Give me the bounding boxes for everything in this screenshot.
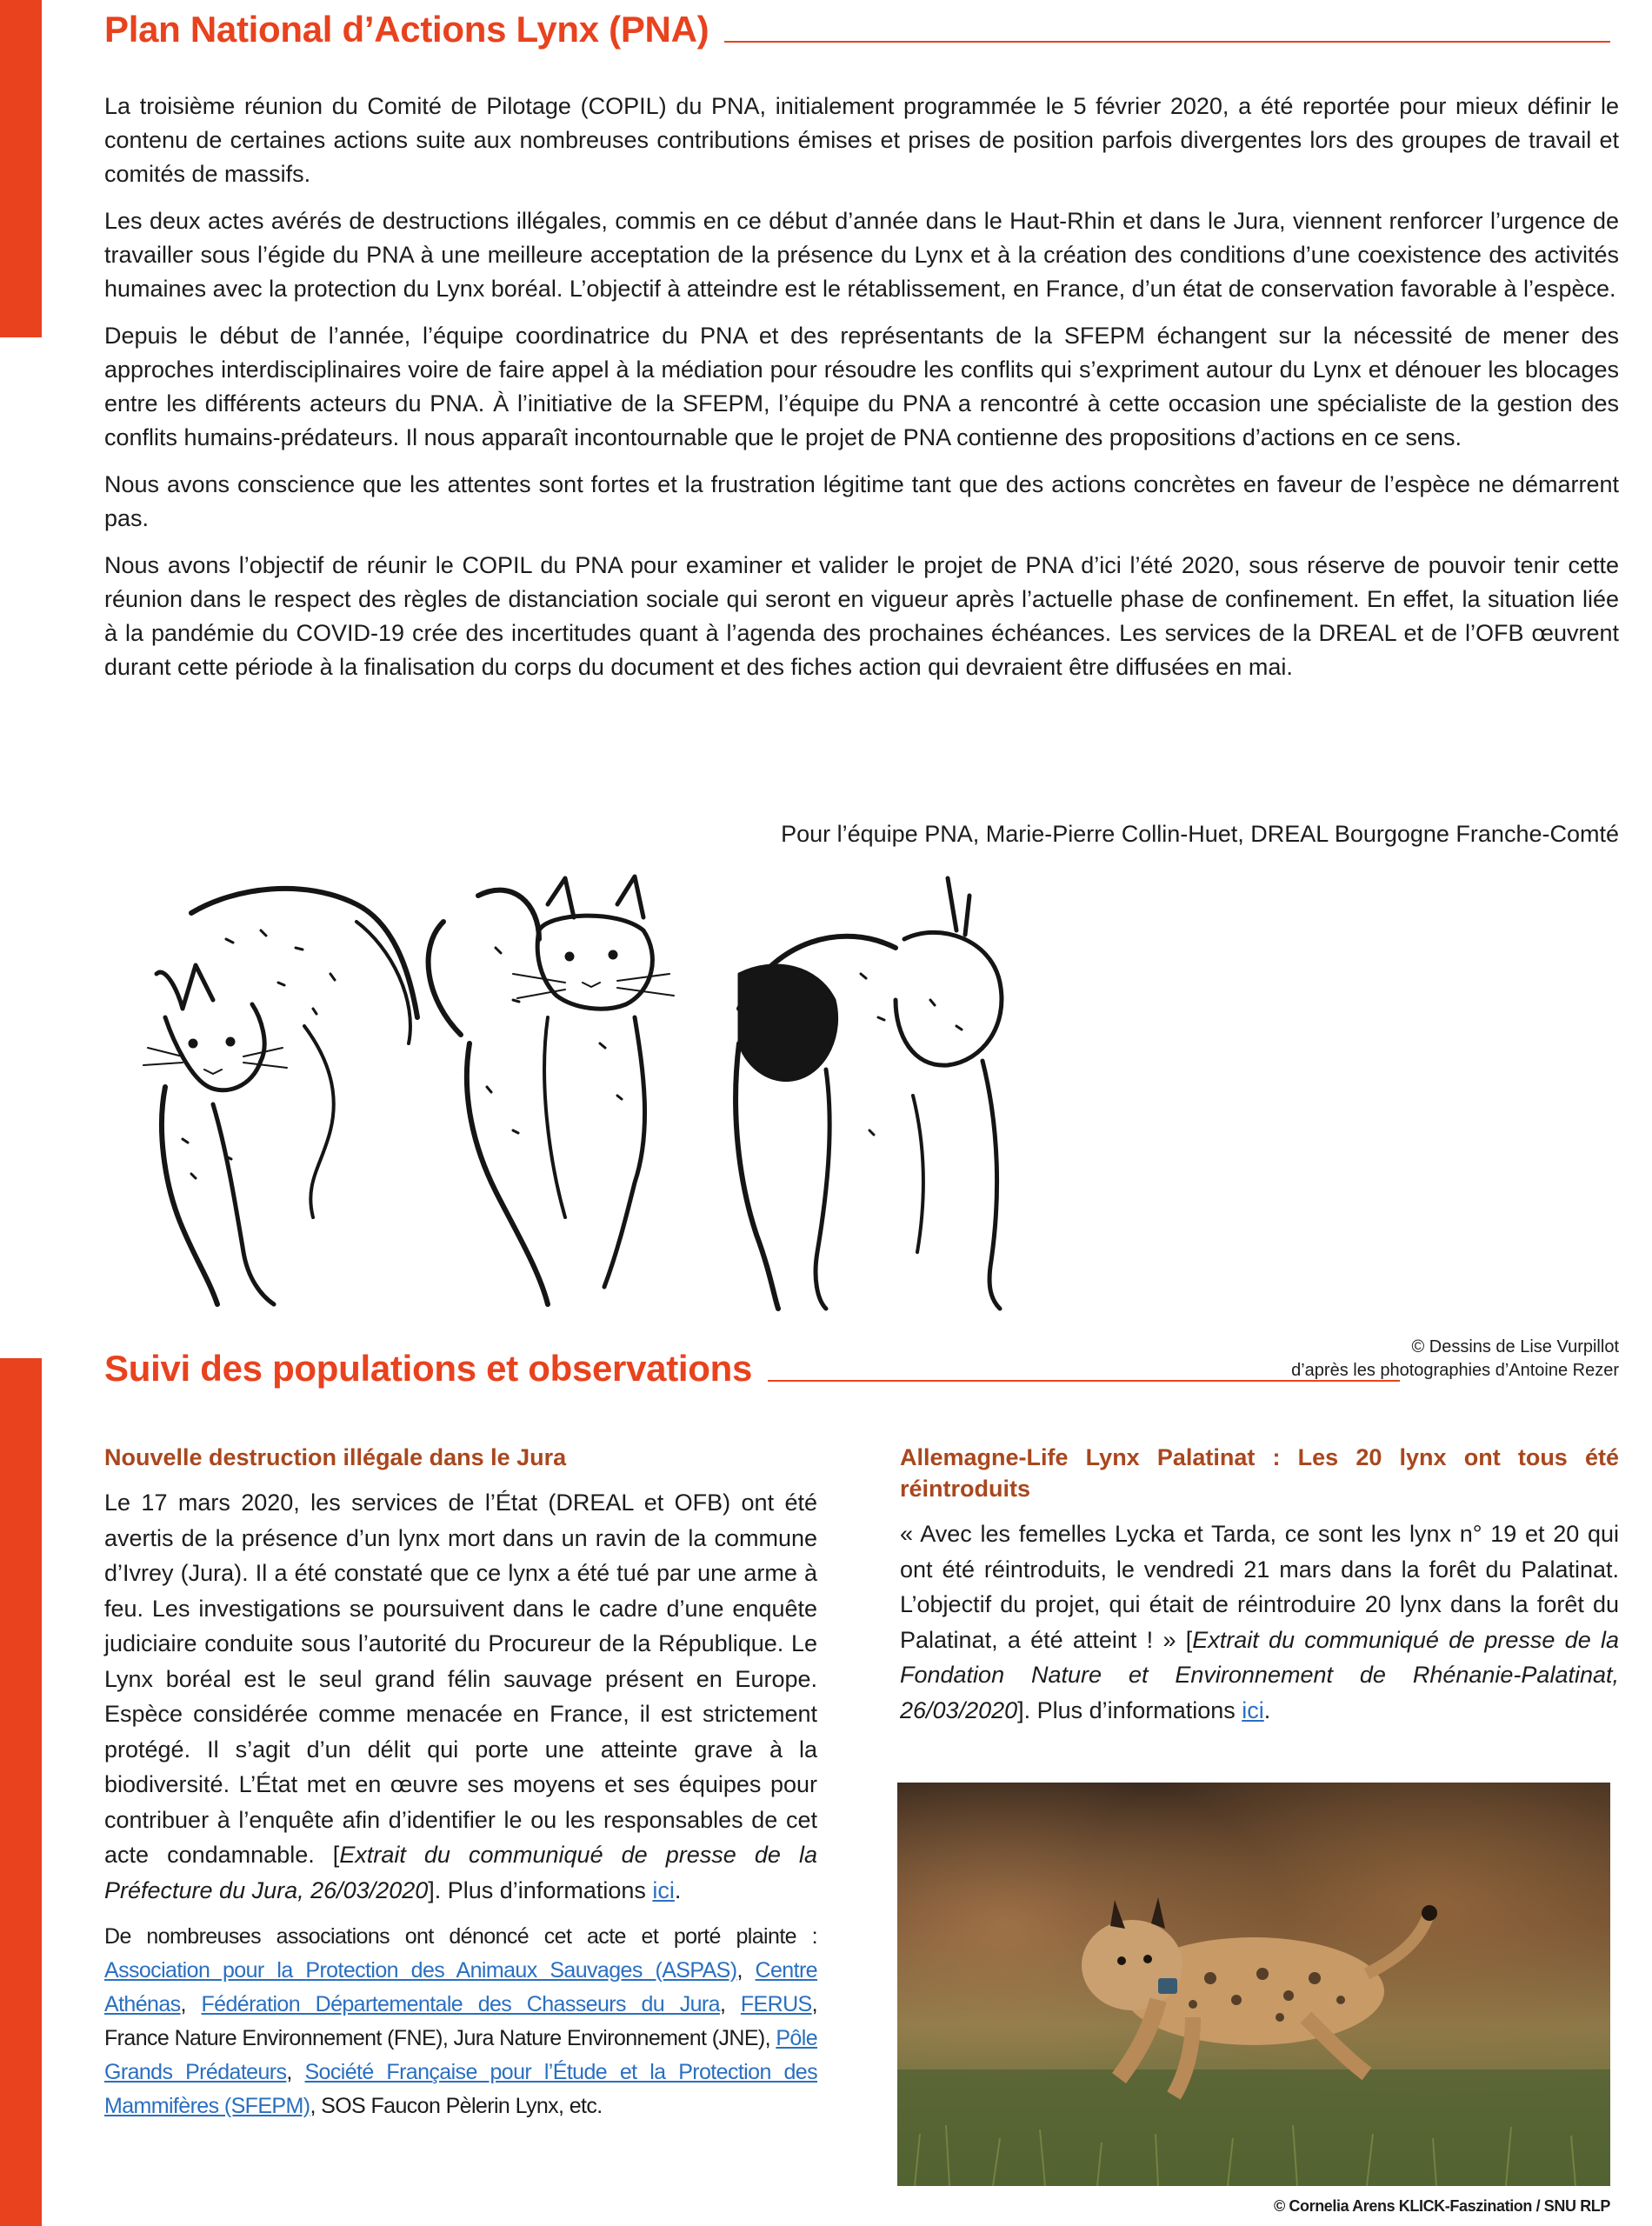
more-info-link[interactable]: ici [1242, 1696, 1264, 1723]
section-header-pna [104, 9, 1610, 50]
pna-article [104, 90, 1619, 697]
text-run: . [674, 1876, 682, 1903]
signature: Pour l’équipe PNA, Marie-Pierre Collin-Huet, DREAL Bourgogne Franche-Comté [781, 821, 1619, 847]
article-palatinat [900, 1442, 1619, 1728]
lynx-drawings [130, 870, 1609, 1330]
article-body [900, 1516, 1619, 1728]
lynx-photo [897, 1783, 1610, 2186]
article-heading: Nouvelle destruction illégale dans le Jura [104, 1444, 567, 1470]
lynx-drawing-center [429, 876, 674, 1304]
link-fdc-jura[interactable]: Fédération Départementale des Chasseurs du Jura [201, 1992, 720, 2016]
paragraph: Depuis le début de l’année, l’équipe coordinatrice du PNA et des représentants de la SFEPM échangent sur la nécessité de mener des approches interdisciplinaires voire de faire appel à la médiation pour résoudre les conflits qui s’expriment autour du Lynx et dénouer les blocages entre les différents acteurs du PNA. À l’initiative de la SFEPM, l’équipe du PNA a rencontré à cette occasion une spécialiste de la gestion des conflits humains-prédateurs. Il nous apparaît incontournable que le projet de PNA contienne des propositions d’actions en ce sens. [104, 323, 1619, 450]
text-run: « Avec les femelles Lycka et Tarda, ce sont les lynx n° 19 et 20 qui ont été réintroduits, le vendredi 21 mars dans la forêt du Palatinat. L’objectif du projet, qui était de réintroduire 20 lynx dans la forêt du Palatinat, a été atteint ! » [ [900, 1521, 1619, 1653]
link-ferus[interactable]: FERUS [740, 1992, 812, 2016]
article-body [104, 1485, 817, 1908]
text-run: Le 17 mars 2020, les services de l’État (DREAL et OFB) ont été avertis de la présence d’un lynx mort dans un ravin de la commune d’Ivrey (Jura). Il a été constaté que ce lynx a été tué par une arme à feu. Les investigations se poursuivent dans le cadre d’une enquête judiciaire conduite sous l’autorité du Procureur de la République. Le Lynx boréal est le seul grand félin sauvage présent en Europe. Espèce considérée comme menacée en France, il est strictement protégé. Il s’agit d’un délit qui porte une atteinte grave à la biodiversité. L’État met en œuvre ses moyens et ses équipes pour contribuer à l’enquête afin d’identifier le ou les responsables de cet acte condamnable. [ [104, 1490, 817, 1868]
press-excerpt: Extrait du communiqué de presse de la Fondation Nature et Environnement de Rhénanie-Palatinat, 26/03/2020 [900, 1626, 1619, 1723]
link-pole-grands-predateurs[interactable]: Pôle Grands Prédateurs [104, 2026, 817, 2084]
text-run: , [719, 1992, 741, 2016]
lynx-drawing-left [143, 889, 417, 1304]
paragraph: Nous avons conscience que les attentes sont fortes et la frustration légitime tant que des actions concrètes en faveur de l’espèce ne démarrent pas. [104, 471, 1619, 531]
photo-credit: © Cornelia Arens KLICK-Faszination / SNU RLP [1273, 2197, 1610, 2215]
press-excerpt: Extrait du communiqué de presse de la Préfecture du Jura, 26/03/2020 [104, 1842, 817, 1903]
left-accent-bar-bottom [0, 1358, 42, 2226]
text-run: , [736, 1958, 756, 1983]
paragraph: Les deux actes avérés de destructions illégales, commis en ce début d’année dans le Haut-Rhin et dans le Jura, viennent renforcer l’urgence de travailler sous l’égide du PNA à une meilleure acceptation de la présence du Lynx et à la création des conditions d’une coexistence des activités humaines avec la protection du Lynx boréal. L’objectif à atteindre est le rétablissement, en France, d’un état de conservation favorable à l’espèce. [104, 208, 1619, 302]
text-run: , SOS Faucon Pèlerin Lynx, etc. [310, 2094, 603, 2118]
text-run: , [286, 2060, 305, 2084]
section-title: Suivi des populations et observations [104, 1348, 753, 1389]
lynx-drawing-right [736, 878, 1002, 1309]
drawings-credit-line: d’après les photographies d’Antoine Rezer [1291, 1361, 1619, 1380]
article-jura [104, 1442, 817, 2123]
link-aspas[interactable]: Association pour la Protection des Animaux Sauvages (ASPAS) [104, 1958, 737, 1983]
article-heading: Allemagne-Life Lynx Palatinat : Les 20 lynx ont tous été réintroduits [900, 1444, 1619, 1502]
paragraph: La troisième réunion du Comité de Pilotage (COPIL) du PNA, initialement programmée le 5 février 2020, a été reportée pour mieux définir le contenu de certaines actions suite aux nombreuses contributions émises et prises de position parfois divergentes lors des groupes de travail et comités de massifs. [104, 93, 1619, 187]
text-run: , [180, 1992, 202, 2016]
drawings-credit-line: © Dessins de Lise Vurpillot [1411, 1337, 1619, 1356]
title-rule [768, 1380, 1400, 1382]
section-title: Plan National d’Actions Lynx (PNA) [104, 9, 709, 50]
link-centre-athenas[interactable]: Centre Athénas [104, 1958, 817, 2016]
left-accent-bar-top [0, 0, 42, 337]
section-header-suivi [104, 1348, 1400, 1390]
associations-paragraph [104, 1920, 817, 2123]
more-info-link[interactable]: ici [652, 1876, 675, 1903]
link-sfepm[interactable]: Société Française pour l’Étude et la Protection des Mammifères (SFEPM) [104, 2060, 817, 2118]
text-run: De nombreuses associations ont dénoncé cet acte et porté plainte : [104, 1924, 817, 1949]
paragraph: Nous avons l’objectif de réunir le COPIL du PNA pour examiner et valider le projet de PNA d’ici l’été 2020, sous réserve de pouvoir tenir cette réunion dans le respect des règles de distanciation sociale qui seront en vigueur après l’actuelle phase de confinement. En effet, la situation liée à la pandémie du COVID-19 crée des incertitudes quant à l’agenda des prochaines échéances. Les services de la DREAL et de l’OFB œuvrent durant cette période à la finalisation du corps du document et des fiches action qui devraient être diffusées en mai. [104, 552, 1619, 680]
text-run: ]. Plus d’informations [1017, 1696, 1242, 1723]
text-run: ]. Plus d’informations [428, 1876, 653, 1903]
text-run: . [1263, 1696, 1271, 1723]
text-run: , France Nature Environnement (FNE), Jura Nature Environnement (JNE), [104, 1992, 817, 2050]
title-rule [724, 41, 1610, 43]
